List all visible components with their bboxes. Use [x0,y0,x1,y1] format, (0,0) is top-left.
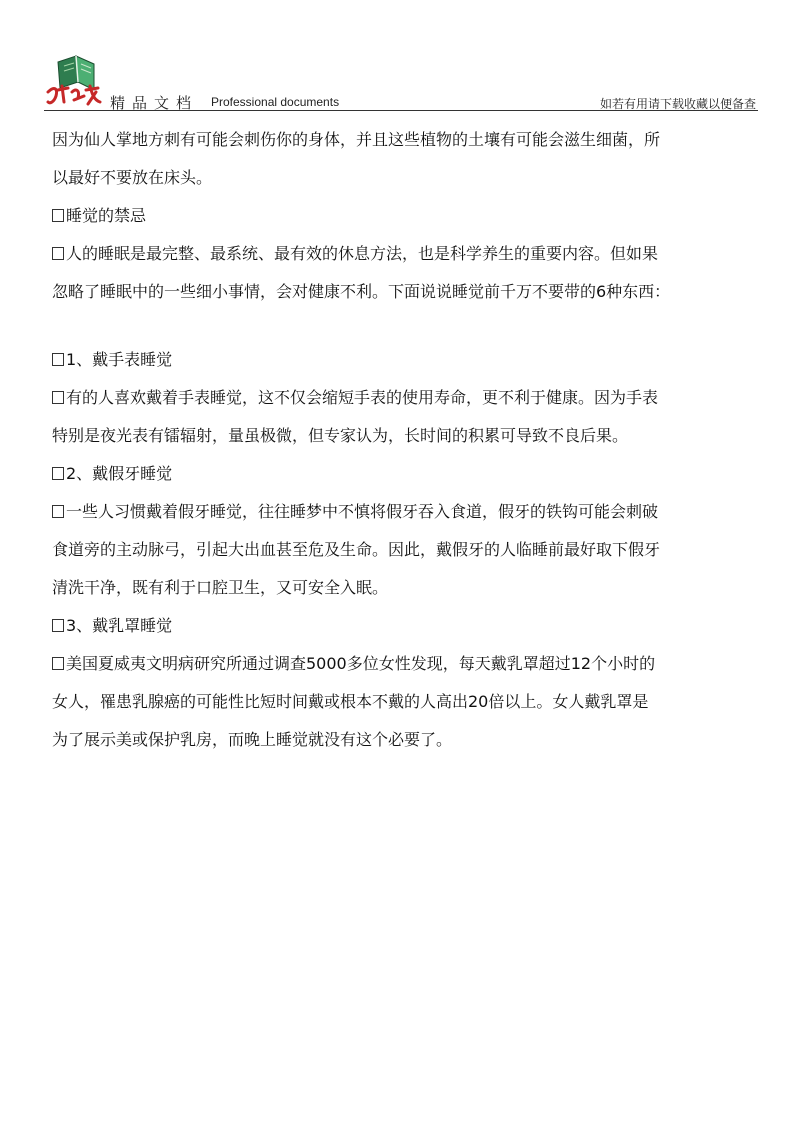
paragraph-line [52,379,764,417]
square-bullet-icon [52,467,64,480]
paragraph-line [52,683,764,721]
text-run: 因为仙人掌地方刺有可能会刺伤你的身体，并且这些植物的土壤有可能会滋生细菌，所 [52,130,661,149]
heading-text: 2、戴假牙睡觉 [66,464,173,483]
text-run: 为了展示美或保护乳房，而晚上睡觉就没有这个必要了。 [52,730,453,749]
paragraph-line [52,273,764,311]
header-right-note: 如若有用请下载收藏以便备查 [599,97,756,111]
section-heading [52,197,764,235]
heading-text: 1、戴手表睡觉 [66,350,173,369]
document-body [52,121,764,759]
square-bullet-icon [52,247,64,260]
text-run: 人的睡眠是最完整、最系统、最有效的休息方法，也是科学养生的重要内容。但如果 [66,244,659,263]
section-heading [52,607,764,645]
heading-text: 3、戴乳罩睡觉 [66,616,173,635]
book-logo-icon [44,52,104,108]
header-subtitle: Professional documents [211,95,340,109]
paragraph-line [52,531,764,569]
text-run: 特别是夜光表有镭辐射，量虽极微，但专家认为，长时间的积累可导致不良后果。 [52,426,629,445]
text-run: 清洗干净，既有利于口腔卫生，又可安全入眠。 [52,578,389,597]
text-run: 美国夏威夷文明病研究所通过调查5000多位女性发现，每天戴乳罩超过12个小时的 [66,654,656,673]
text-run: 忽略了睡眠中的一些细小事情，会对健康不利。下面说说睡觉前千万不要带的6种东西： [52,282,671,301]
paragraph-line [52,645,764,683]
square-bullet-icon [52,391,64,404]
section-heading [52,455,764,493]
paragraph-line [52,493,764,531]
text-run: 女人，罹患乳腺癌的可能性比短时间戴或根本不戴的人高出20倍以上。女人戴乳罩是 [52,692,649,711]
page-header [0,0,794,112]
text-run: 食道旁的主动脉弓，引起大出血甚至危及生命。因此，戴假牙的人临睡前最好取下假牙 [52,540,661,559]
square-bullet-icon [52,657,64,670]
text-run: 一些人习惯戴着假牙睡觉，往往睡梦中不慎将假牙吞入食道，假牙的铁钩可能会刺破 [66,502,659,521]
paragraph-line [52,235,764,273]
paragraph-line [52,121,764,159]
text-run: 有的人喜欢戴着手表睡觉，这不仅会缩短手表的使用寿命，更不利于健康。因为手表 [66,388,659,407]
header-divider [44,110,758,111]
paragraph-line [52,569,764,607]
text-run: 以最好不要放在床头。 [52,168,213,187]
square-bullet-icon [52,209,64,222]
header-title: 精品文档 [110,94,199,112]
section-heading [52,341,764,379]
paragraph-line [52,159,764,197]
paragraph-line [52,417,764,455]
square-bullet-icon [52,353,64,366]
square-bullet-icon [52,505,64,518]
paragraph-line [52,721,764,759]
blank-line [52,311,764,341]
square-bullet-icon [52,619,64,632]
heading-text: 睡觉的禁忌 [66,206,147,225]
